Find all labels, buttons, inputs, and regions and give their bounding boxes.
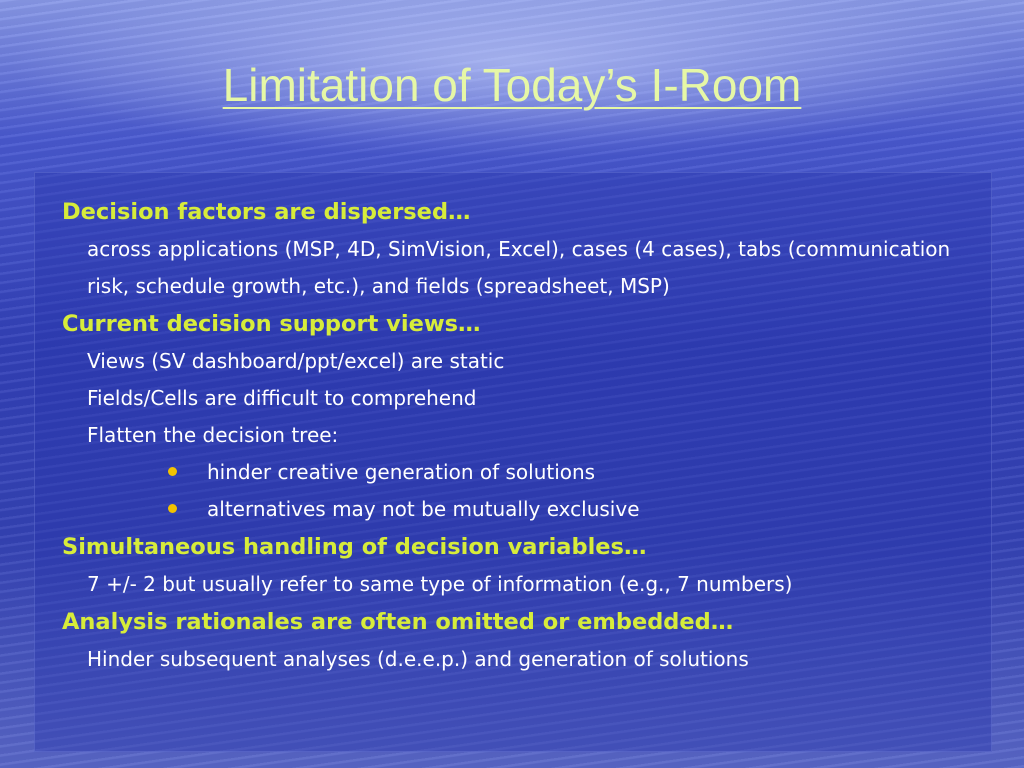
slide-body: [62, 193, 1002, 678]
section-text: Views (SV dashboard/ppt/excel) are static: [87, 349, 505, 373]
section-heading: Simultaneous handling of decision variables…: [62, 534, 647, 560]
slide-title: Limitation of Today’s I-Room: [222, 59, 802, 111]
section-text: Flatten the decision tree:: [87, 423, 339, 447]
section-text: 7 +/- 2 but usually refer to same type of information (e.g., 7 numbers): [87, 572, 793, 596]
bullet-item: [62, 454, 1002, 491]
section-text: Fields/Cells are difficult to comprehend: [87, 386, 477, 410]
bullet-dot-icon: [168, 504, 177, 513]
bullet-text: alternatives may not be mutually exclusive: [207, 497, 640, 521]
section-text: Hinder subsequent analyses (d.e.e.p.) and generation of solutions: [87, 647, 749, 671]
bullet-item: [62, 491, 1002, 528]
bullet-text: hinder creative generation of solutions: [207, 460, 596, 484]
section-heading: Decision factors are dispersed…: [62, 199, 471, 225]
section-text: across applications (MSP, 4D, SimVision, Excel), cases (4 cases), tabs (communication risk, schedule growth, etc.), and fields (spreadsheet, MSP): [87, 237, 951, 298]
bullet-dot-icon: [168, 467, 177, 476]
section-heading: Current decision support views…: [62, 311, 481, 337]
section-heading: Analysis rationales are often omitted or embedded…: [62, 609, 734, 635]
